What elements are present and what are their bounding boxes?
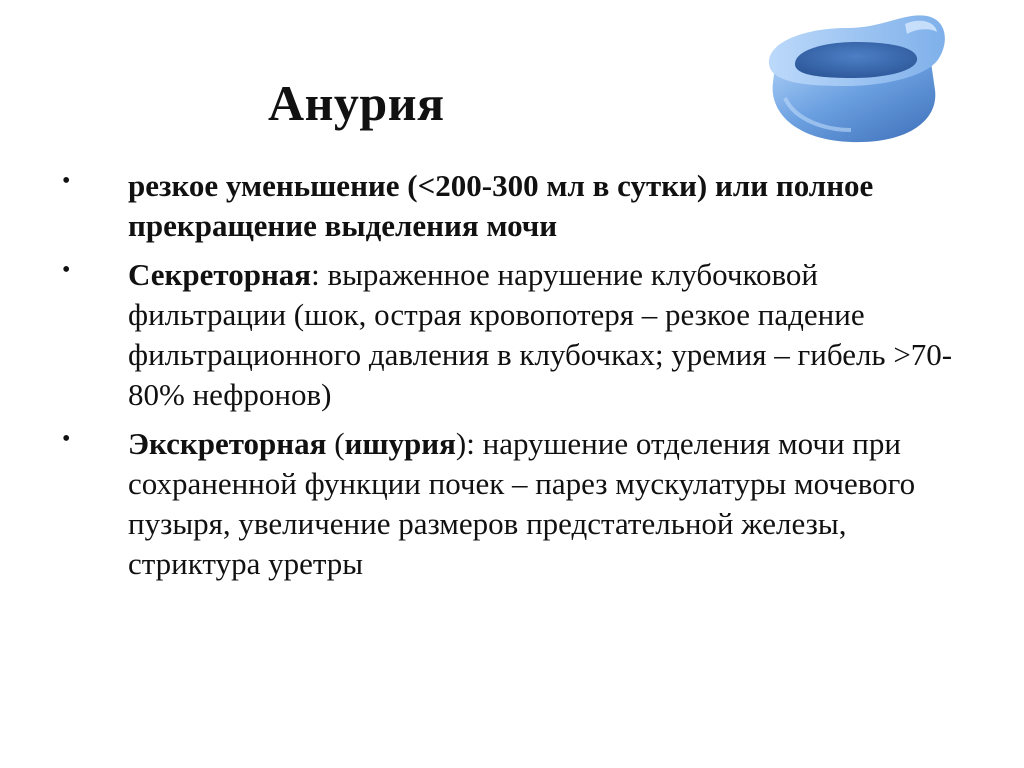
excretory-term: Экскреторная (128, 426, 327, 461)
bullet-list (0, 166, 1024, 584)
bullet-marker: • (62, 168, 71, 194)
excretory-description: ): нарушение отделения мочи при сохраненной функции почек – парез мускулатуры мочевого пузыря, увеличение размеров предстательной железы, стриктура уретры (128, 426, 916, 581)
bullet-item-definition (0, 166, 1024, 246)
secretory-description: : выраженное нарушение клубочковой фильтрации (шок, острая кровопотеря – резкое падение фильтрационного давления в клубочках; уремия – гибель >70-80% нефронов) (128, 257, 953, 412)
ischuria-term: ишурия (344, 426, 456, 461)
potty-icon (755, 2, 955, 152)
bullet-item-secretory (0, 255, 1024, 415)
bullet-item-excretory (0, 424, 1024, 584)
secretory-term: Секреторная (128, 257, 312, 292)
bullet-marker: • (62, 426, 71, 452)
slide-title: Анурия (268, 75, 445, 131)
definition-text: резкое уменьшение (<200-300 мл в сутки) или полное прекращение выделения мочи (128, 168, 874, 243)
excretory-open-paren: ( (326, 426, 345, 461)
bullet-marker: • (62, 257, 71, 283)
